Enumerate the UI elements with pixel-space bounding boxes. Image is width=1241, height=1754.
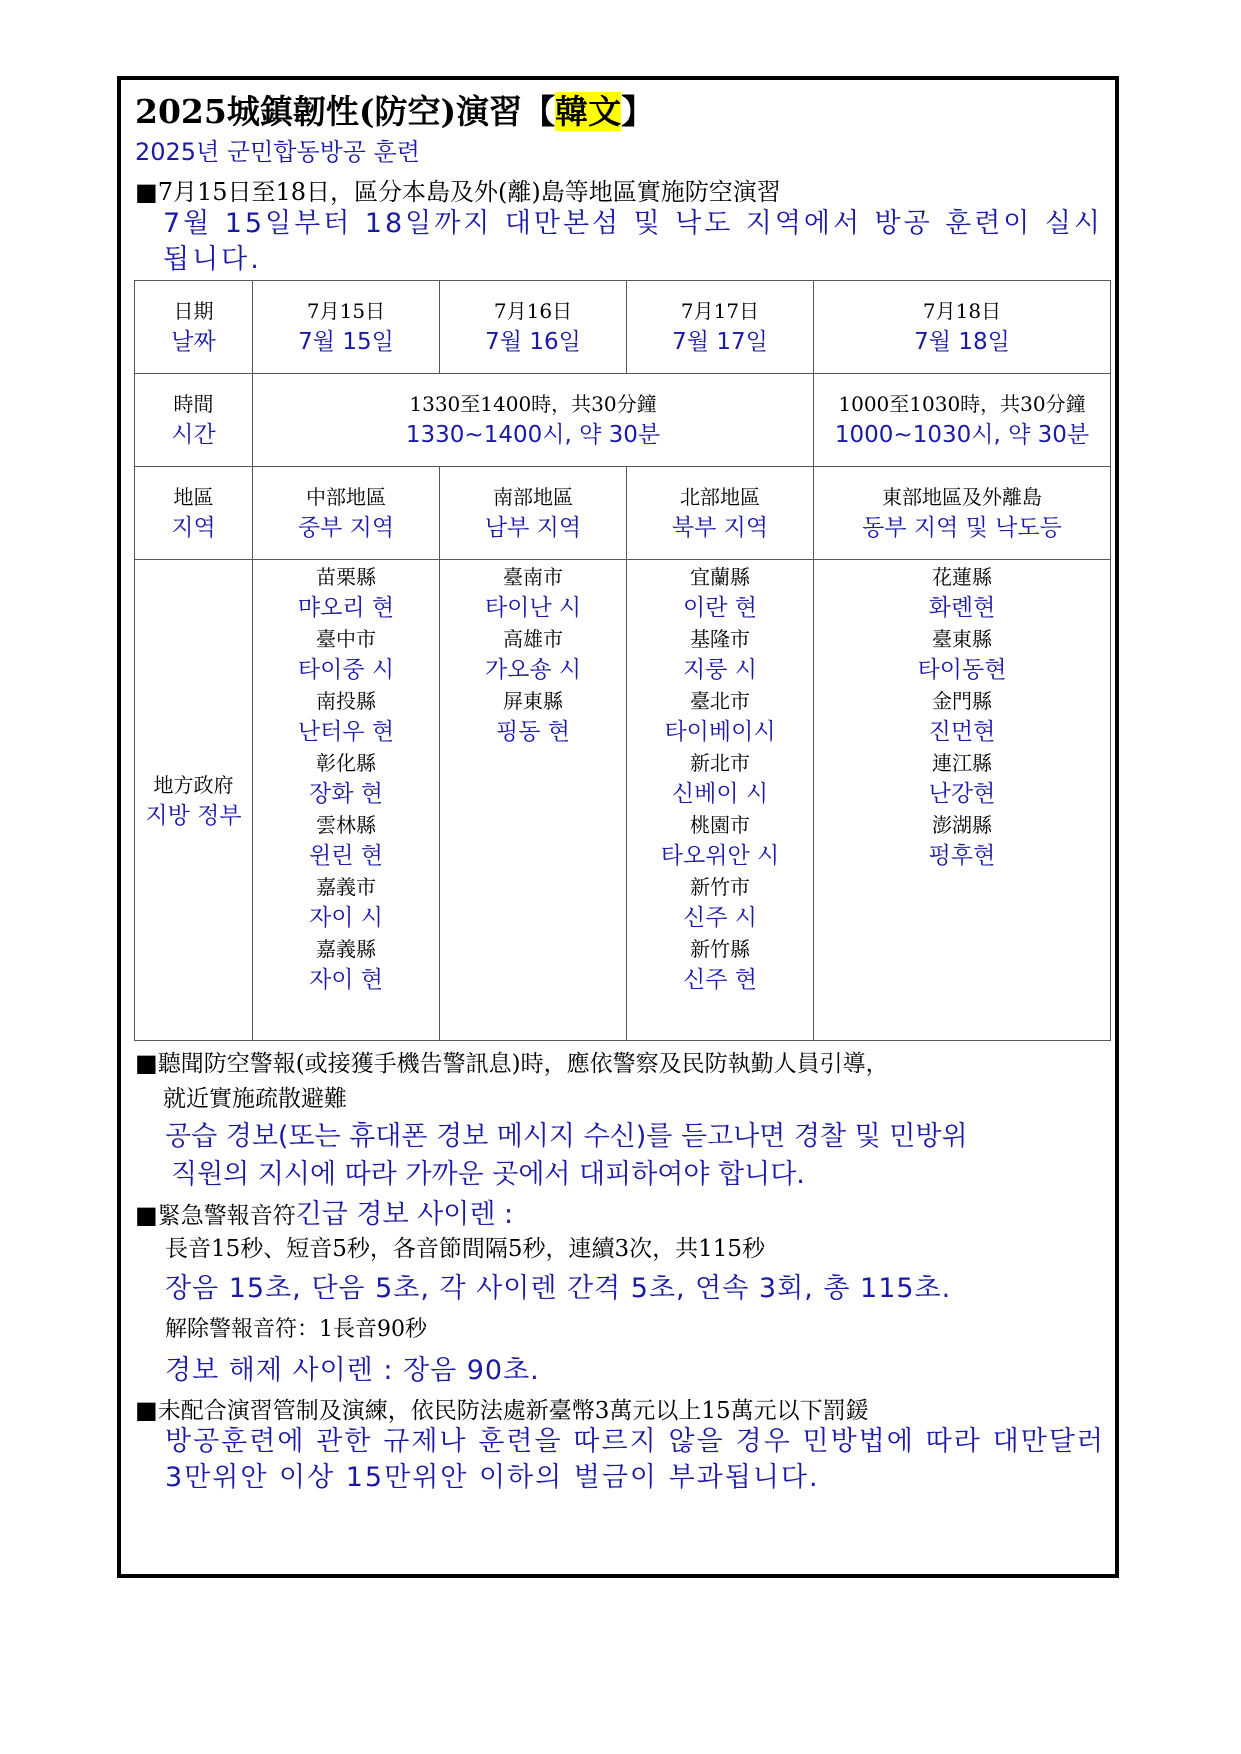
label-ko: 지방 정부 [145,803,242,829]
county-name-ko: 타이베이시 [664,719,776,745]
bullet-square-icon: ■ [135,1201,158,1229]
title-bracket-left: 【 [522,92,556,131]
county-name-ko: 가오숑 시 [484,657,582,683]
label-ko: 지역 [171,515,216,541]
cell-label-local-government [135,560,253,1041]
county-name-zh: 澎湖縣 [932,813,992,837]
county-name-ko: 화롄현 [928,595,996,621]
title-language-highlight: 韓文 [555,92,622,131]
cell-date-4 [814,281,1111,374]
county-name-ko: 장화 현 [309,781,383,807]
county-name-zh: 金門縣 [932,689,992,713]
all-clear-signal-zh: 解除警報音符：1長音90秒 [165,1317,427,1342]
county-name-zh: 臺南市 [503,565,563,589]
cell-date-2 [440,281,627,374]
cell-region-3 [627,467,814,560]
region-ko: 중부 지역 [297,515,395,541]
county-name-zh: 桃園市 [690,813,750,837]
all-clear-signal-ko: 경보 해제 사이렌 : 장음 90초. [165,1355,540,1386]
county-name-ko: 이란 현 [683,595,757,621]
page-subtitle: 2025년 군민합동방공 훈련 [135,138,420,166]
region-zh: 北部地區 [680,485,760,509]
cell-label-time [135,374,253,467]
county-name-zh: 高雄市 [503,627,563,651]
page-title [135,86,654,133]
section1-zh [135,172,781,207]
county-name-zh: 彰化縣 [316,751,376,775]
table-row-local-government [135,560,1111,1041]
county-name-zh: 新竹縣 [690,937,750,961]
section2-zh-line1: 聽聞防空警報(或接獲手機告警訊息)時，應依警察及民防執勤人員引導， [157,1051,889,1077]
section4-zh-text: 未配合演習管制及演練，依民防法處新臺幣3萬元以上15萬元以下罰鍰 [157,1398,869,1424]
cell-time-span [253,374,814,467]
county-name-ko: 타이중 시 [297,657,395,683]
county-name-zh: 新北市 [690,751,750,775]
cell-counties-north [627,560,814,1041]
cell-label-region [135,467,253,560]
county-name-ko: 타오위안 시 [660,843,780,869]
county-name-ko: 난터우 현 [297,719,395,745]
county-name-zh: 連江縣 [932,751,992,775]
date-ko: 7월 16일 [485,329,581,355]
county-name-ko: 타이난 시 [484,595,582,621]
county-name-zh: 臺北市 [690,689,750,713]
county-name-zh: 宜蘭縣 [690,565,750,589]
alarm-signal-zh: 長音15秒、短音5秒，各音節間隔5秒，連續3次，共115秒 [165,1236,766,1262]
county-name-ko: 윈린 현 [309,843,383,869]
county-name-zh: 新竹市 [690,875,750,899]
table-row-date [135,281,1111,374]
section4-zh [135,1392,869,1425]
bullet-square-icon: ■ [135,1396,158,1424]
cell-time-last [814,374,1111,467]
label-zh: 日期 [173,299,214,323]
title-text: 2025城鎮韌性(防空)演習 [135,92,523,131]
section2-zh [135,1046,889,1081]
label-zh: 時間 [173,392,214,416]
county-name-zh: 雲林縣 [316,813,376,837]
time-ko: 1000~1030시, 약 30분 [834,422,1090,448]
county-name-zh: 苗栗縣 [316,565,376,589]
county-name-zh: 花蓮縣 [932,565,992,589]
time-ko: 1330~1400시, 약 30분 [405,422,661,448]
cell-counties-central [253,560,440,1041]
bullet-square-icon: ■ [135,1049,158,1077]
region-zh: 東部地區及外離島 [882,485,1042,509]
county-name-ko: 지룽 시 [683,657,757,683]
bullet-square-icon: ■ [135,178,158,206]
section2-ko [165,1118,968,1194]
alarm-signal-ko: 장음 15초, 단음 5초, 각 사이렌 간격 5초, 연속 3회, 총 115초. [165,1273,952,1304]
region-ko: 동부 지역 및 낙도등 [862,515,1062,541]
county-name-zh: 南投縣 [316,689,376,713]
section2-zh-line2: 就近實施疏散避難 [163,1086,347,1112]
county-name-ko: 신베이 시 [671,781,769,807]
county-name-ko: 진먼현 [928,719,996,745]
county-name-ko: 펑후현 [928,843,996,869]
time-zh: 1330至1400時，共30分鐘 [409,392,657,416]
time-zh: 1000至1030時，共30分鐘 [838,392,1086,416]
table-row-region [135,467,1111,560]
county-name-zh: 嘉義縣 [316,937,376,961]
county-name-ko: 신주 현 [683,967,757,993]
date-ko: 7월 15일 [298,329,394,355]
section3-ko: 긴급 경보 사이렌 : [295,1199,514,1230]
cell-label-date [135,281,253,374]
schedule-table [134,280,1111,1041]
date-ko: 7월 18일 [914,329,1010,355]
document-frame [117,76,1119,1578]
cell-region-1 [253,467,440,560]
label-zh: 地方政府 [153,773,234,797]
region-ko: 북부 지역 [671,515,769,541]
cell-date-1 [253,281,440,374]
label-ko: 날짜 [171,329,216,355]
section3-heading [135,1192,513,1231]
county-name-zh: 嘉義市 [316,875,376,899]
cell-region-2 [440,467,627,560]
section2-ko-line1: 공습 경보(또는 휴대폰 경보 메시지 수신)를 듣고나면 경찰 및 민방위 [165,1121,968,1152]
cell-region-4 [814,467,1111,560]
label-zh: 地區 [173,485,214,509]
county-name-ko: 신주 시 [683,905,757,931]
section4-ko: 방공훈련에 관한 규제나 훈련을 따르지 않을 경우 민방법에 따라 대만달러 3만위안 이상 15만위안 이하의 벌금이 부과됩니다. [165,1426,1105,1493]
region-zh: 中部地區 [306,485,386,509]
date-zh: 7月18日 [922,299,1002,323]
county-name-zh: 臺東縣 [932,627,992,651]
title-bracket-right: 】 [621,92,655,131]
section2-ko-line2: 직원의 지시에 따라 가까운 곳에서 대피하여야 합니다. [171,1159,805,1190]
label-ko: 시간 [171,422,216,448]
cell-counties-east [814,560,1111,1041]
county-name-zh: 臺中市 [316,627,376,651]
county-name-ko: 자이 현 [309,967,383,993]
region-zh: 南部地區 [493,485,573,509]
county-name-zh: 基隆市 [690,627,750,651]
section3-zh: 緊急警報音符 [157,1203,296,1229]
county-name-ko: 타이동현 [917,657,1007,683]
region-ko: 남부 지역 [484,515,582,541]
date-zh: 7月15日 [306,299,386,323]
section1-zh-text: 7月15日至18日，區分本島及外(離)島等地區實施防空演習 [157,178,781,206]
section1-ko: 7월 15일부터 18일까지 대만본섬 및 낙도 지역에서 방공 훈련이 실시됩니다. [163,208,1103,275]
cell-date-3 [627,281,814,374]
cell-counties-south [440,560,627,1041]
county-name-ko: 먀오리 현 [297,595,395,621]
county-name-ko: 핑동 현 [496,719,570,745]
county-name-ko: 난강현 [928,781,996,807]
county-name-ko: 자이 시 [309,905,383,931]
date-zh: 7月17日 [680,299,760,323]
county-name-zh: 屏東縣 [503,689,563,713]
date-zh: 7月16日 [493,299,573,323]
date-ko: 7월 17일 [672,329,768,355]
table-row-time [135,374,1111,467]
